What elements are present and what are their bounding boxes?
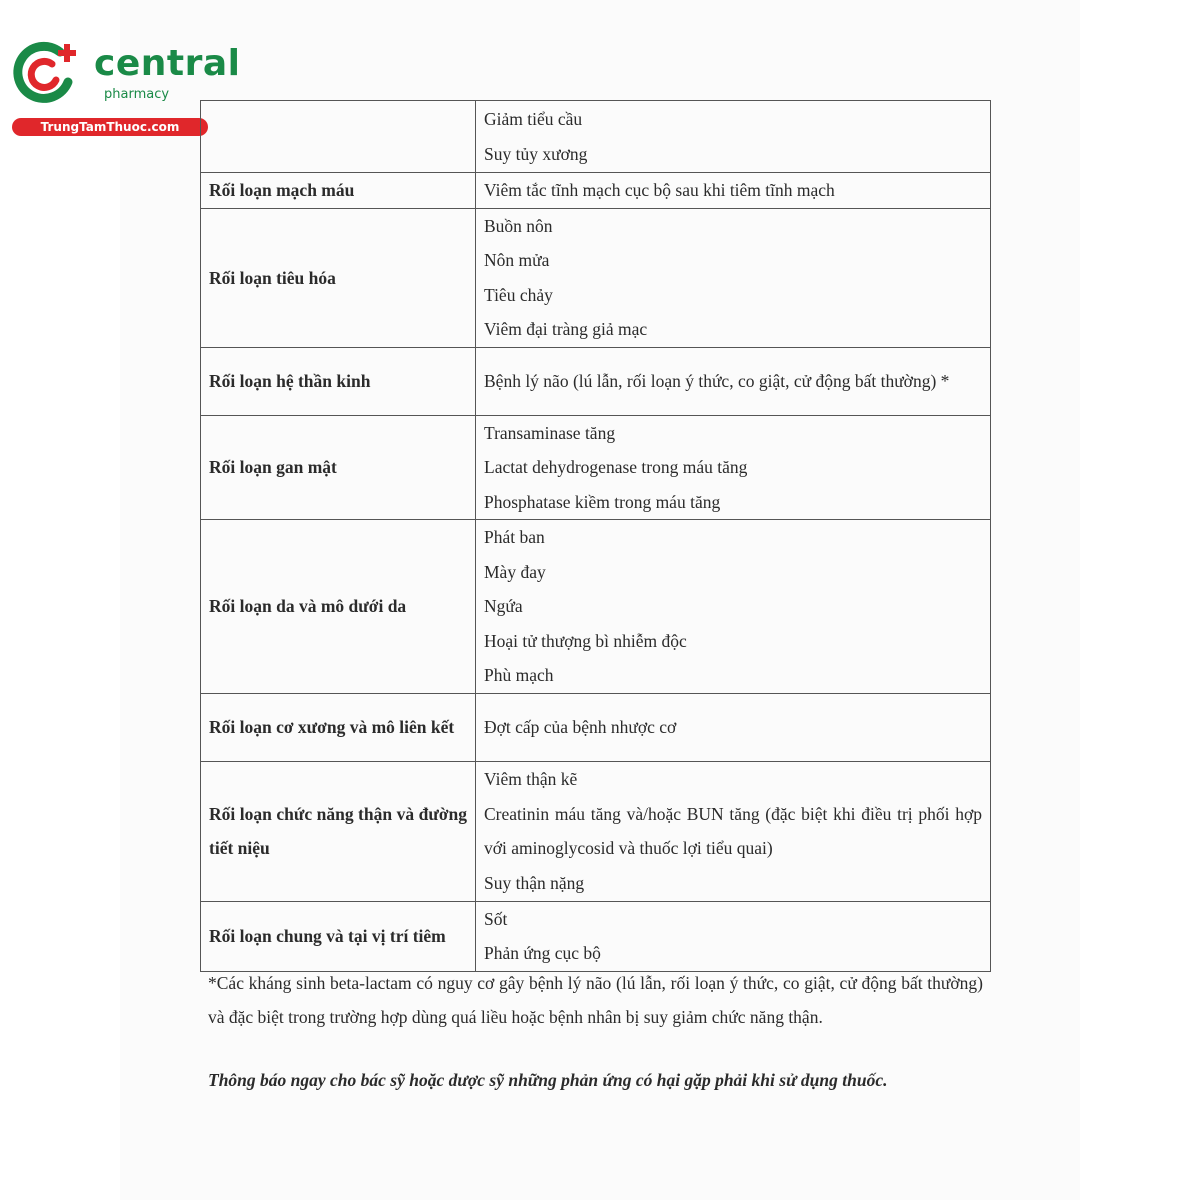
adverse-effect-item: Viêm tắc tĩnh mạch cục bộ sau khi tiêm tĩnh mạch — [484, 180, 835, 200]
adverse-effect-item: Ngứa — [484, 596, 523, 616]
adverse-effect-item: Viêm đại tràng giả mạc — [484, 319, 648, 339]
logo-name: central — [94, 43, 241, 84]
adverse-effect-item: Phù mạch — [484, 665, 554, 685]
adverse-effect-item: Nôn mửa — [484, 250, 550, 270]
organ-system-cell: Rối loạn da và mô dưới da — [201, 520, 476, 694]
adverse-effects-cell — [476, 347, 991, 415]
organ-system-cell: Rối loạn cơ xương và mô liên kết — [201, 693, 476, 761]
table-row — [201, 347, 991, 415]
table-row — [201, 415, 991, 520]
adverse-effects-table — [200, 100, 991, 972]
central-pharmacy-logo[interactable] — [12, 38, 241, 138]
adverse-effect-item: Sốt — [484, 908, 508, 929]
footnote: *Các kháng sinh beta-lactam có nguy cơ gây bệnh lý não (lú lẫn, rối loạn ý thức, co giật, cử động bất thường) và đặc biệt trong trường hợp dùng quá liều hoặc bệnh nhân bị suy giảm chức năng thận. — [208, 973, 983, 1027]
adverse-effects-cell — [476, 761, 991, 901]
table-row — [201, 173, 991, 209]
adverse-effects-cell — [476, 901, 991, 971]
adverse-effect-item: Phản ứng cục bộ — [484, 943, 601, 963]
pharmacy-logo-icon — [12, 38, 82, 108]
adverse-effects-cell — [476, 520, 991, 694]
organ-system-cell: Rối loạn tiêu hóa — [201, 208, 476, 347]
adverse-effects-cell — [476, 693, 991, 761]
table-row — [201, 208, 991, 347]
table-row — [201, 693, 991, 761]
organ-system-cell: Rối loạn gan mật — [201, 415, 476, 520]
organ-system-cell — [201, 101, 476, 173]
adverse-effect-item: Đợt cấp của bệnh nhược cơ — [484, 716, 677, 737]
adverse-effect-item: Phát ban — [484, 527, 545, 547]
organ-system-cell: Rối loạn chức năng thận và đường tiết niệu — [201, 761, 476, 901]
adverse-effects-cell — [476, 415, 991, 520]
organ-system-cell: Rối loạn chung và tại vị trí tiêm — [201, 901, 476, 971]
adverse-effects-cell — [476, 101, 991, 173]
adverse-effect-item: Tiêu chảy — [484, 284, 553, 305]
table-row — [201, 101, 991, 173]
adverse-effect-item: Suy thận nặng — [484, 872, 585, 893]
adverse-effect-item: Hoại tử thượng bì nhiễm độc — [484, 630, 687, 651]
logo-website-badge[interactable]: TrungTamThuoc.com — [12, 118, 208, 136]
organ-system-cell: Rối loạn hệ thần kinh — [201, 347, 476, 415]
adverse-effect-item: Suy tủy xương — [484, 143, 588, 164]
adverse-effect-item: Transaminase tăng — [484, 422, 616, 443]
adverse-effect-item: Mày đay — [484, 561, 546, 582]
adverse-effect-item: Buồn nôn — [484, 215, 553, 236]
adverse-effects-cell — [476, 173, 991, 209]
warning-text: Thông báo ngay cho bác sỹ hoặc dược sỹ những phản ứng có hại gặp phải khi sử dụng thuốc. — [208, 1070, 888, 1090]
adverse-effect-item: Giảm tiểu cầu — [484, 109, 583, 129]
table-row — [201, 761, 991, 901]
table-row — [201, 901, 991, 971]
table-row — [201, 520, 991, 694]
adverse-effect-item: Lactat dehydrogenase trong máu tăng — [484, 457, 748, 477]
adverse-effect-item: Bệnh lý não (lú lẫn, rối loạn ý thức, co giật, cử động bất thường) * — [484, 370, 950, 391]
organ-system-cell: Rối loạn mạch máu — [201, 173, 476, 209]
adverse-effect-item: Creatinin máu tăng và/hoặc BUN tăng (đặc biệt khi điều trị phối hợp với aminoglycosid và thuốc lợi tiểu quai) — [484, 803, 982, 858]
logo-subtitle: pharmacy — [104, 87, 170, 102]
adverse-effect-item: Viêm thận kẽ — [484, 769, 578, 789]
adverse-effect-item: Phosphatase kiềm trong máu tăng — [484, 491, 721, 512]
adverse-effects-cell — [476, 208, 991, 347]
